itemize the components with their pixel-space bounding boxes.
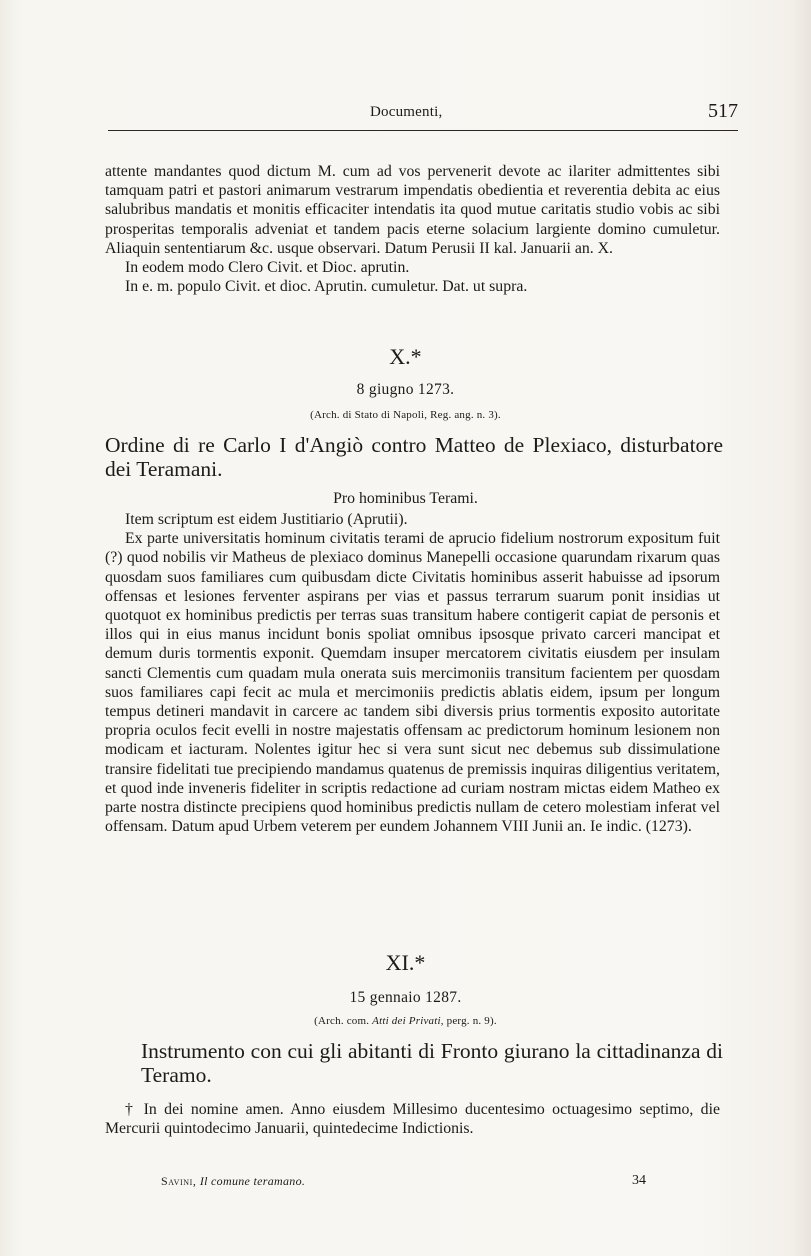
source-suffix: , perg. n. 9). xyxy=(440,1015,497,1027)
footer-citation xyxy=(161,1174,305,1189)
document-date-xi: 15 gennaio 1287. xyxy=(349,989,462,1006)
document-title-xi: Instrumento con cui gli abitanti di Fronto giurano la cittadinanza di Teramo. xyxy=(141,1039,723,1087)
document-date-x: 8 giugno 1273. xyxy=(356,381,455,398)
page-header xyxy=(108,100,738,136)
people-note: In e. m. populo Civit. et dioc. Aprutin. cumuletur. Dat. ut supra. xyxy=(125,278,528,296)
body-paragraph: Ex parte universitatis hominum civitatis terami de aprucio fidelium nostrorum expositum fuit (?) quod nobilis vir Matheus de plexiaco dominus Manepelli occasione quarundam rixarum quas quosdam suos familiares cum quibusdam dicte Civitatis hominibus asserit habuisse ad ipsorum offensas et lesiones ferventer aspirans per vias et passus terrarum suarum ponit insidias ut quotquot ex hominibus predictis per terras suas transitum habere contigerit capiat de personis et illos qui in eius manus incidunt bonis spoliat omnibus ipsosque privato carceri mancipat et demum duris tormentis exponit. Quemdam insuper mercatorem civitatis eiusdem per insulam sancti Clementis cum quadam mula onerata suis mercimoniis transitum facientem per quosdam suos familiares capi fecit ac mula et mercimoniis predictis ablatis eidem, ipsum per longum tempus detineri mandavit in carcere ac tandem sibi diversis prius tormentis exposito autoritate propria oculos fecit evelli in nostre majestatis offensam ac predictorum hominum lesionem non modicam et iacturam. Nolentes igitur hec si vera sunt sicut nec debemus sub dissimulatione transire fidelitati tue precipiendo mandamus quatenus de premissis inquiras diligentius veritatem, et quod inde inveneris fideliter in scriptis redactione ad curiam nostram mictas eidem Matheo ex parte nostra distincte precipiens quod hominibus predictis nullam de cetero molestiam inferat vel offensam. Datum apud Urbem veterem per eundem Johannem VIII Junii an. Ie indic. (1273). xyxy=(105,530,720,836)
document-number-xi: XI.* xyxy=(385,950,426,975)
clergy-note: In eodem modo Clero Civit. et Dioc. aprutin. xyxy=(125,259,410,277)
document-body-x xyxy=(105,510,720,836)
gathering-signature: 34 xyxy=(632,1173,646,1188)
document-subheading-x: Pro hominibus Terami. xyxy=(333,490,478,507)
running-head: Documenti, xyxy=(370,104,443,120)
document-source-x: (Arch. di Stato di Napoli, Reg. ang. n. 3). xyxy=(310,409,501,421)
body-paragraph: † In dei nomine amen. Anno eiusdem Millesimo ducentesimo octuagesimo septimo, die Mercurii quintodecimo Januarii, quintedecime Indictionis. xyxy=(105,1101,720,1138)
footer-author: Savini, xyxy=(161,1174,197,1188)
continued-paragraph: attente mandantes quod dictum M. cum ad vos pervenerit devote ac ilariter admittentes sibi tamquam patri et pastori animarum vestrarum impendatis obedientia et reverentia debita ac eius salubribus mandatis et monitis efficaciter intendatis ita quod mutue caritatis studio vobis ac sibi prosperitas temporalis adveniat et tandem pacis eterne solacium largiente domino cumuletur. Aliaquin sententiarum &c. usque observari. Datum Perusii II kal. Januarii an. X. xyxy=(105,163,720,257)
source-italic: Atti dei Privati xyxy=(372,1015,441,1027)
continued-text-block xyxy=(105,162,720,296)
document-title-x: Ordine di re Carlo I d'Angiò contro Matteo de Plexiaco, disturbatore dei Teramani. xyxy=(105,433,723,481)
document-source-xi xyxy=(0,1015,811,1027)
document-body-xi xyxy=(105,1100,720,1138)
footer-work: Il comune teramano. xyxy=(199,1174,306,1188)
page-number: 517 xyxy=(708,100,738,122)
header-rule xyxy=(108,130,738,131)
source-prefix: (Arch. com. xyxy=(314,1015,373,1027)
body-paragraph: Item scriptum est eidem Justitiario (Aprutii). xyxy=(125,511,408,528)
document-number-x: X.* xyxy=(389,344,422,369)
